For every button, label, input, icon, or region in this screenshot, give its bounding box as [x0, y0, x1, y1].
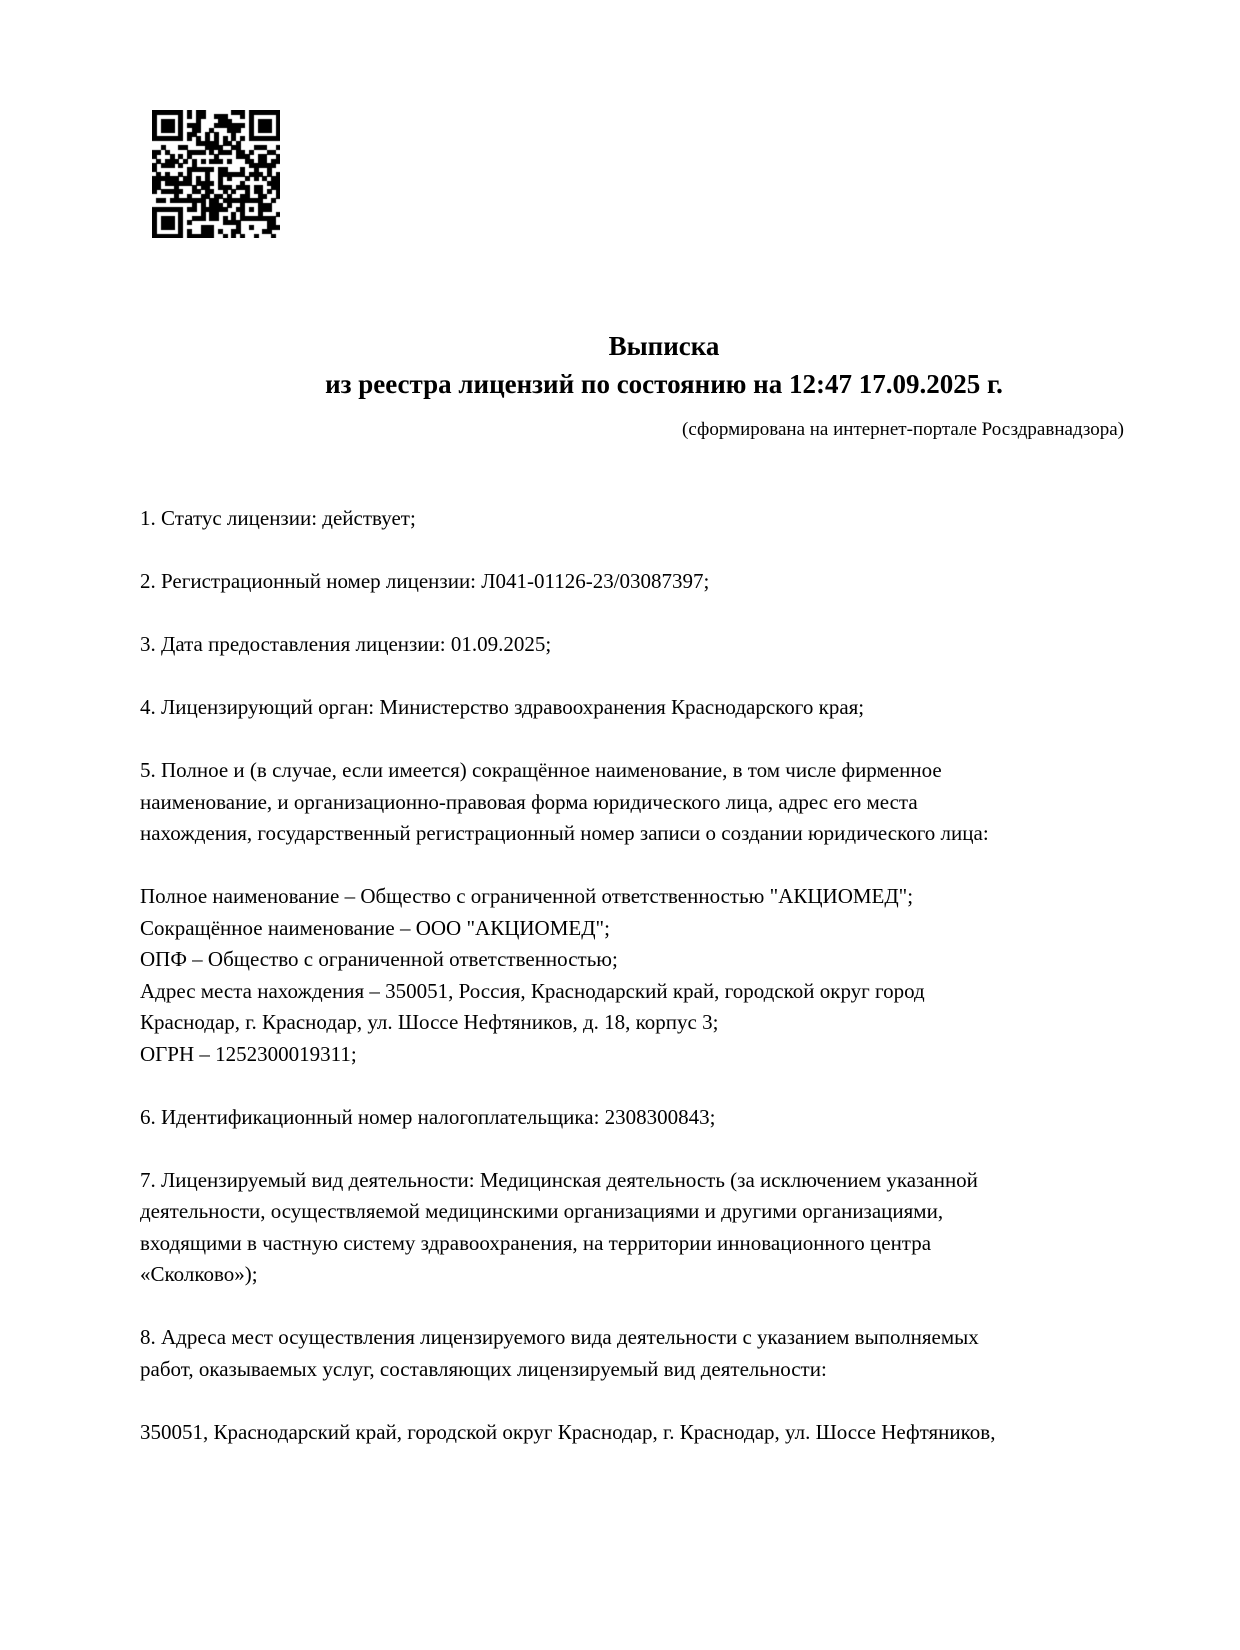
document-title-line1: Выписка [608, 331, 720, 361]
item-5-organization-details: Полное наименование – Общество с ограниченной ответственностью "АКЦИОМЕД"; Сокращённое наименование – ООО "АКЦИОМЕД"; ОПФ – Общество с ограниченной ответственностью; Адрес места нахождения – 350051, Россия, Краснодарский край, городской округ город Краснодар, г. Краснодар, ул. Шоссе Нефтяников, д. 18, корпус 3; ОГРН – 1252300019311; [140, 884, 925, 1066]
item-6-taxpayer-number: 6. Идентификационный номер налогоплательщика: 2308300843; [140, 1104, 716, 1129]
document-subtitle: (сформирована на интернет-портале Росздравнадзора) [682, 419, 1124, 440]
item-5-name-heading: 5. Полное и (в случае, если имеется) сокращённое наименование, в том числе фирменное наименование, и организационно-правовая форма юридического лица, адрес его места нахождения, государственный регистрационный номер записи о создании юридического лица: [140, 758, 989, 845]
item-2-registration-number: 2. Регистрационный номер лицензии: Л041-01126-23/03087397; [140, 569, 710, 593]
item-4-licensing-authority: 4. Лицензирующий орган: Министерство здравоохранения Краснодарского края; [140, 695, 865, 719]
item-7-licensed-activity: 7. Лицензируемый вид деятельности: Медицинская деятельность (за исключением указанной деятельности, осуществляемой медицинскими организациями и другими организациями, входящими в частную систему здравоохранения, на территории инновационного центра «Сколково»); [140, 1167, 978, 1286]
item-3-grant-date: 3. Дата предоставления лицензии: 01.09.2025; [140, 632, 552, 656]
item-8-address: 350051, Краснодарский край, городской округ Краснодар, г. Краснодар, ул. Шоссе Нефтяников, [140, 1419, 996, 1444]
item-8-addresses-heading: 8. Адреса мест осуществления лицензируемого вида деятельности с указанием выполняемых работ, оказываемых услуг, составляющих лицензируемый вид деятельности: [140, 1325, 979, 1381]
item-1-license-status: 1. Статус лицензии: действует; [140, 506, 416, 530]
document-title [140, 0, 1188, 403]
document-body [140, 503, 1132, 1448]
document-title-line2: из реестра лицензий по состоянию на 12:47 17.09.2025 г. [325, 369, 1003, 399]
qr-code-icon [152, 110, 280, 238]
